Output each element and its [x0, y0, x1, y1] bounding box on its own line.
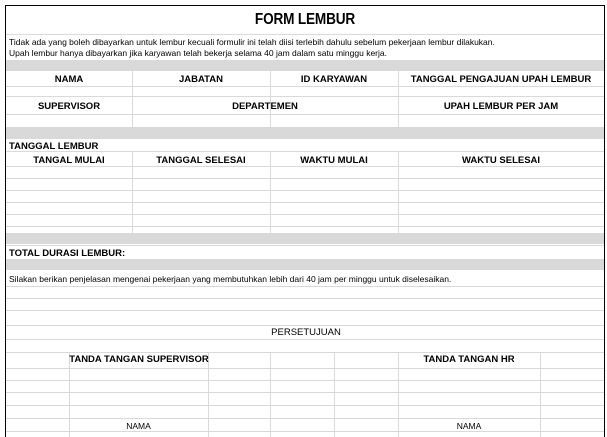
header-nama: NAMA — [54, 74, 84, 85]
section-bar-employee — [6, 61, 604, 71]
header-jabatan: JABATAN — [179, 74, 223, 85]
section-label-tanggal-lembur: TANGGAL LEMBUR — [9, 141, 99, 152]
supervisor-name-label: NAMA — [126, 421, 151, 431]
section-bar-explanation — [6, 260, 604, 270]
column-tanggal-mulai: TANGAL MULAI — [33, 155, 105, 166]
hr-name-label: NAMA — [456, 421, 482, 431]
supervisor-signature-label: TANDA TANGAN SUPERVISOR — [69, 354, 209, 365]
column-waktu-mulai: WAKTU MULAI — [300, 155, 368, 166]
header-upah-per-jam: UPAH LEMBUR PER JAM — [443, 101, 559, 112]
form-title: FORM LEMBUR — [254, 11, 356, 28]
hr-signature-label: TANDA TANGAN HR — [423, 354, 515, 365]
column-waktu-selesai: WAKTU SELESAI — [461, 155, 541, 166]
explanation-text: Silakan berikan penjelasan mengenai pekerjaan yang membutuhkan lebih dari 40 jam per minggu untuk diselesaikan. — [9, 274, 452, 284]
header-id-karyawan: ID KARYAWAN — [300, 74, 368, 85]
section-bar-total — [6, 233, 604, 244]
sheet-border-top — [5, 5, 605, 6]
column-tanggal-selesai: TANGGAL SELESAI — [156, 155, 246, 166]
sheet-border-right — [604, 5, 605, 437]
header-tanggal-pengajuan: TANGGAL PENGAJUAN UPAH LEMBUR — [410, 74, 592, 85]
total-duration-label: TOTAL DURASI LEMBUR: — [9, 248, 126, 259]
notice-line-2: Upah lembur hanya dibayarkan jika karyawan telah bekerja selama 40 jam dalam satu minggu kerja. — [9, 48, 387, 58]
header-supervisor: SUPERVISOR — [37, 101, 101, 112]
header-departemen: DEPARTEMEN — [232, 101, 298, 112]
approval-label: PERSETUJUAN — [271, 327, 341, 338]
notice-line-1: Tidak ada yang boleh dibayarkan untuk lembur kecuali formulir ini telah diisi terlebih dahulu sebelum pekerjaan lembur dilakukan. — [9, 37, 495, 47]
section-bar-dates — [6, 127, 604, 138]
